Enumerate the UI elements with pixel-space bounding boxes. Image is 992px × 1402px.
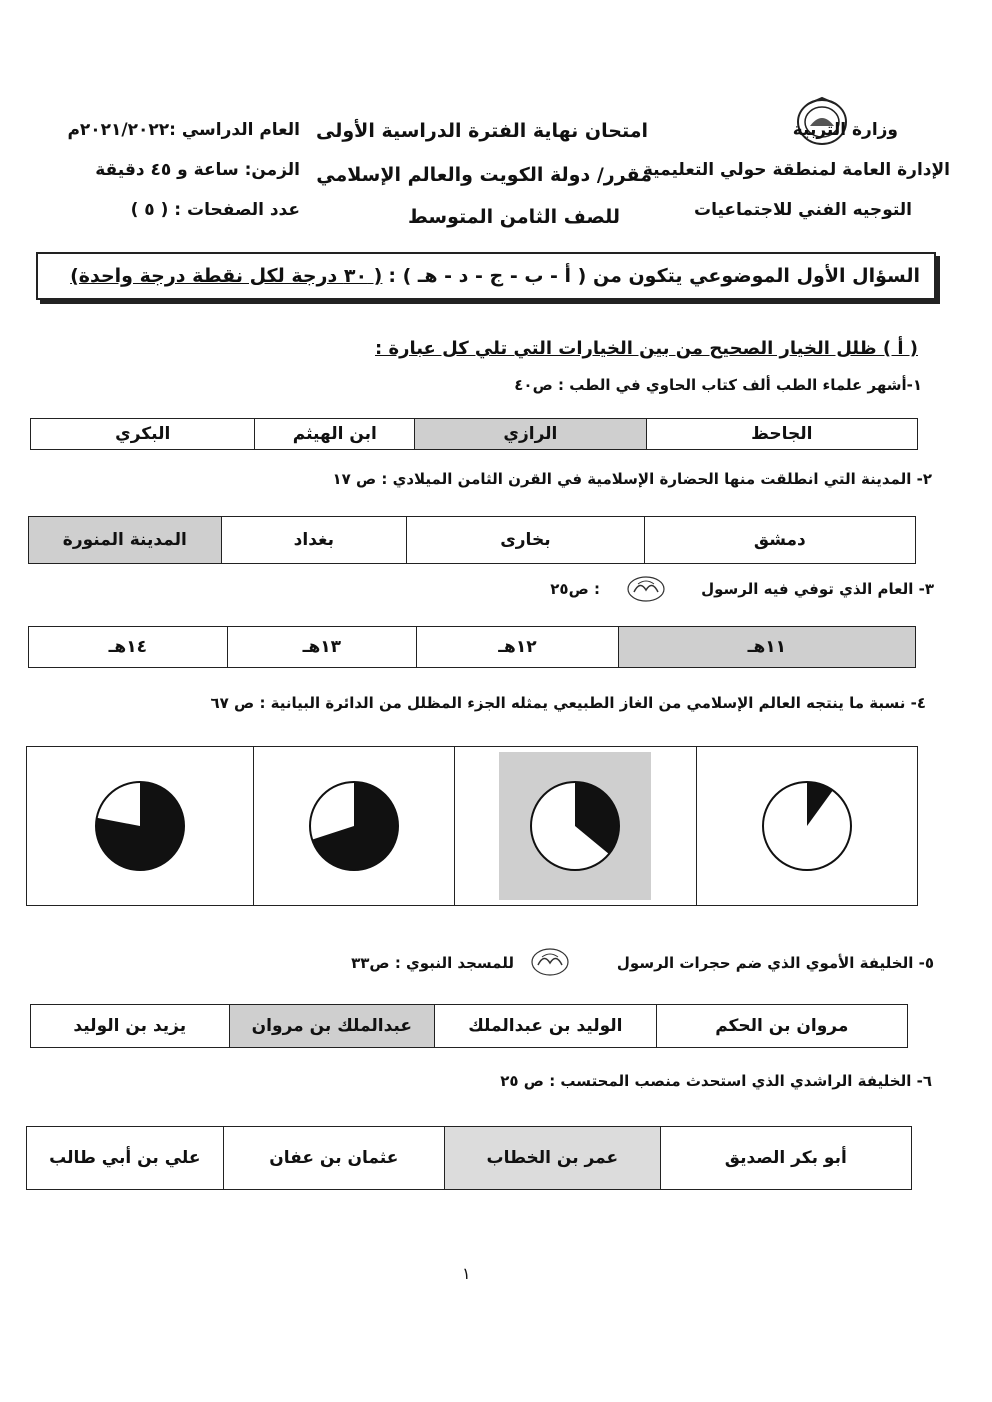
q4-pie-3 — [304, 776, 404, 876]
q1-option-3[interactable]: ابن الهيثم — [254, 419, 414, 449]
question-6-options — [26, 1126, 912, 1190]
question-4-options — [26, 746, 918, 906]
q4-option-2[interactable] — [454, 747, 695, 905]
q4-pie-4 — [90, 776, 190, 876]
prophet-salutation-icon — [530, 946, 570, 978]
question-2-text: ٢- المدينة التي انطلقت منها الحضارة الإسلامية في القرن الثامن الميلادي : ص ١٧ — [332, 470, 932, 488]
question-3-page-ref: : ص٢٥ — [550, 580, 600, 598]
q4-option-4[interactable] — [27, 747, 252, 905]
page-count: عدد الصفحات : ( ٥ ) — [130, 200, 300, 220]
q1-option-4[interactable]: البكري — [115, 424, 171, 444]
q4-pie-2 — [525, 776, 625, 876]
q5-option-2[interactable]: الوليد بن عبدالملك — [434, 1005, 656, 1047]
question-5-options — [30, 1004, 908, 1048]
question-3-text: ٣- العام الذي توفي فيه الرسول — [701, 580, 934, 598]
question-4-text: ٤- نسبة ما ينتجه العالم الإسلامي من الغاز الطبيعي يمثله الجزء المظلل من الدائرة البيانية : ص ٦٧ — [210, 694, 926, 712]
q5-option-3[interactable]: عبدالملك بن مروان — [229, 1005, 435, 1047]
q1-option-2[interactable]: الرازي — [414, 419, 645, 449]
question-one-banner — [36, 252, 936, 300]
exam-duration: الزمن: ساعة و ٤٥ دقيقة — [95, 160, 300, 180]
q1-option-1[interactable]: الجاحظ — [646, 419, 917, 449]
prophet-salutation-icon — [626, 574, 666, 604]
q6-option-1[interactable]: أبو بكر الصديق — [660, 1127, 911, 1189]
district-name: الإدارة العامة لمنطقة حولي التعليمية — [642, 160, 950, 180]
course-name: مقرر/ دولة الكويت والعالم الإسلامي — [316, 164, 652, 186]
section-a-title: ( أ ) ظلل الخيار الصحيح من بين الخيارات التي تلي كل عبارة : — [375, 338, 918, 359]
question-3-options — [28, 626, 916, 668]
q2-option-2[interactable]: بخارى — [406, 517, 643, 563]
q6-option-2[interactable]: عمر بن الخطاب — [444, 1127, 660, 1189]
grade-name: للصف الثامن المتوسط — [408, 206, 620, 228]
q2-option-3[interactable]: بغداد — [221, 517, 407, 563]
q2-option-4[interactable]: المدينة المنورة — [29, 517, 221, 563]
q4-option-3[interactable] — [253, 747, 455, 905]
question-6-text: ٦- الخليفة الراشدي الذي استحدث منصب المحتسب : ص ٢٥ — [500, 1072, 932, 1090]
q4-pie-1 — [757, 776, 857, 876]
q3-option-3[interactable]: ١٣هـ — [227, 627, 417, 667]
question-5-text-end: للمسجد النبوي : ص٣٣ — [351, 954, 514, 972]
question-2-options — [28, 516, 916, 564]
question-1-options — [30, 418, 918, 450]
question-1-text: ١-أشهر علماء الطب ألف كتاب الحاوي في الطب : ص٤٠ — [514, 376, 922, 394]
banner-score: ( ٣٠ درجة لكل نقطة درجة واحدة) — [70, 265, 383, 287]
exam-title: امتحان نهاية الفترة الدراسية الأولى — [316, 120, 648, 142]
q3-option-2[interactable]: ١٢هـ — [416, 627, 618, 667]
page-number: ١ — [462, 1264, 471, 1283]
q6-option-3[interactable]: عثمان بن عفان — [223, 1127, 445, 1189]
department-name: التوجيه الفني للاجتماعيات — [693, 200, 912, 220]
q5-option-4[interactable]: يزيد بن الوليد — [73, 1016, 187, 1036]
banner-text: السؤال الأول الموضوعي يتكون من ( أ - ب - ج - د - هـ ) : — [388, 265, 920, 287]
q3-option-1[interactable]: ١١هـ — [618, 627, 915, 667]
academic-year: العام الدراسي :٢٠٢١/٢٠٢٢م — [67, 120, 300, 140]
q3-option-4[interactable]: ١٤هـ — [108, 637, 147, 657]
q6-option-4[interactable]: علي بن أبي طالب — [49, 1148, 201, 1168]
q5-option-1[interactable]: مروان بن الحكم — [656, 1005, 907, 1047]
q2-option-1[interactable]: دمشق — [644, 517, 915, 563]
ministry-name: وزارة التربية — [792, 120, 898, 140]
question-5-text: ٥- الخليفة الأموي الذي ضم حجرات الرسول — [616, 954, 934, 972]
q4-option-1[interactable] — [696, 747, 918, 905]
